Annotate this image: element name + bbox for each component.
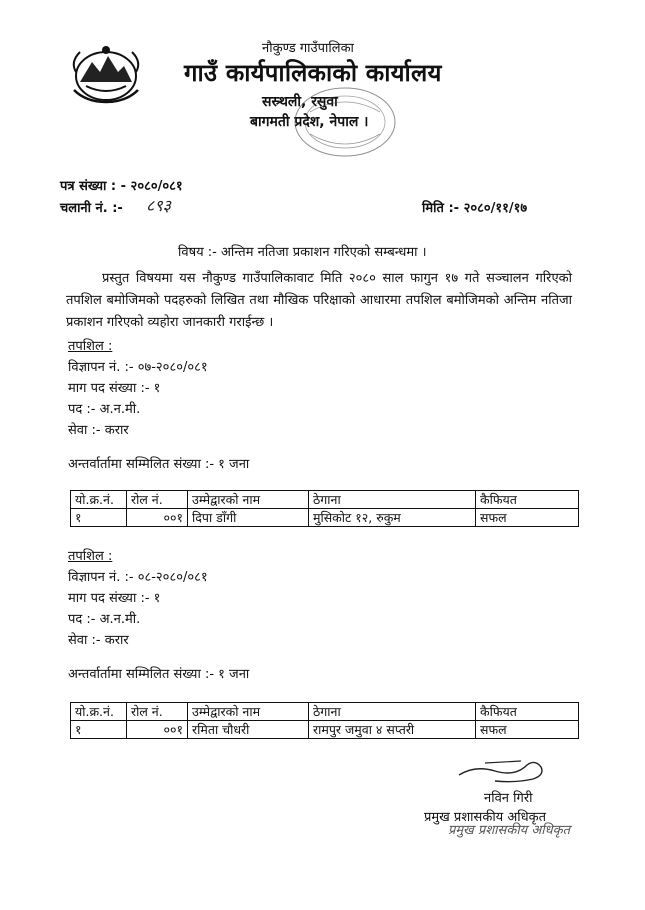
- section-2-tapashil: तपशिल :: [68, 549, 113, 564]
- signatory-name: नविन गिरी: [484, 791, 533, 806]
- cell-address: रामपुर जमुवा ४ सप्तरी: [309, 721, 476, 739]
- section-2-details: [68, 546, 208, 651]
- section-1-vigyapan: विज्ञापन नं. :- ०७-२०८०/०८१: [68, 360, 208, 375]
- org-small-name: नौकुण्ड गाउँपालिका: [262, 41, 354, 56]
- cell-remarks: सफल: [476, 509, 579, 527]
- cell-roll: ००१: [127, 721, 188, 739]
- miti-date: मिति :- २०८०/११/१७: [422, 201, 528, 216]
- section-1-antarvarta: अन्तर्वार्तामा सम्मिलित संख्या :- १ जना: [68, 457, 250, 472]
- section-2-maag: माग पद संख्या :- १: [68, 591, 161, 606]
- org-location: सस्र्थली, रसुवा: [262, 94, 338, 110]
- chalani-number-handwritten: ८९३: [146, 196, 171, 215]
- result-table-1: [70, 490, 579, 527]
- municipality-emblem-icon: [66, 42, 146, 104]
- section-1-details: [68, 336, 208, 441]
- section-1-pad: पद :- अ.न.मी.: [68, 402, 141, 417]
- col-roll-header: रोल नं.: [127, 491, 188, 509]
- section-2-antarvarta: अन्तर्वार्तामा सम्मिलित संख्या :- १ जना: [68, 667, 250, 682]
- table-row: [71, 721, 579, 739]
- section-2-sewa: सेवा :- करार: [68, 633, 129, 648]
- section-1-maag: माग पद संख्या :- १: [68, 381, 161, 396]
- org-title: गाउँ कार्यपालिकाको कार्यालय: [184, 59, 442, 87]
- section-2-pad: पद :- अ.न.मी.: [68, 612, 141, 627]
- col-remarks-header: कैफियत: [476, 703, 579, 721]
- section-1-tapashil: तपशिल :: [68, 339, 113, 354]
- col-address-header: ठेगाना: [309, 703, 476, 721]
- signatory-title: प्रमुख प्रशासकीय अधिकृत: [424, 810, 547, 825]
- table-header-row: [71, 491, 579, 509]
- col-name-header: उम्मेद्वारको नाम: [188, 491, 309, 509]
- letter-body: प्रस्तुत विषयमा यस नौकुण्ड गाउँपालिकावाट मिति २०८० साल फागुन १७ गते सञ्चालन गरिएको तपशिल बमोजिमको पदहरुको लिखित तथा मौखिक परिक्षाको आधारमा तपशिल बमोजिमको अन्तिम नतिजा प्रकाशन गरिएको व्यहोरा जानकारी गराईन्छ ।: [66, 271, 572, 330]
- signature-scribble-icon: [455, 755, 550, 787]
- col-remarks-header: कैफियत: [476, 491, 579, 509]
- cell-sn: १: [71, 721, 127, 739]
- col-roll-header: रोल नं.: [127, 703, 188, 721]
- cell-sn: १: [71, 509, 127, 527]
- cell-name: रमिता चौधरी: [188, 721, 309, 739]
- section-1-sewa: सेवा :- करार: [68, 423, 129, 438]
- org-province: बागमती प्रदेश, नेपाल ।: [250, 114, 369, 130]
- table-header-row: [71, 703, 579, 721]
- patra-sankhya: पत्र संख्या : - २०८०/०८१: [60, 179, 183, 194]
- col-address-header: ठेगाना: [309, 491, 476, 509]
- office-stamp-icon: [290, 82, 400, 160]
- col-name-header: उम्मेद्वारको नाम: [188, 703, 309, 721]
- col-sn-header: यो.क्र.नं.: [71, 491, 127, 509]
- cell-address: मुसिकोट १२, रुकुम: [309, 509, 476, 527]
- chalani-label: चलानी नं. :-: [60, 201, 123, 216]
- cell-remarks: सफल: [476, 721, 579, 739]
- result-table-2: [70, 702, 579, 739]
- table-row: [71, 509, 579, 527]
- col-sn-header: यो.क्र.नं.: [71, 703, 127, 721]
- signatory-stamp: प्रमुख प्रशासकीय अधिकृत: [448, 823, 571, 838]
- cell-name: दिपा डाँगी: [188, 509, 309, 527]
- cell-roll: ००१: [127, 509, 188, 527]
- section-2-vigyapan: विज्ञापन नं. :- ०८-२०८०/०८१: [68, 570, 208, 585]
- letter-subject: विषय :- अन्तिम नतिजा प्रकाशन गरिएको सम्बन्धमा ।: [178, 245, 427, 260]
